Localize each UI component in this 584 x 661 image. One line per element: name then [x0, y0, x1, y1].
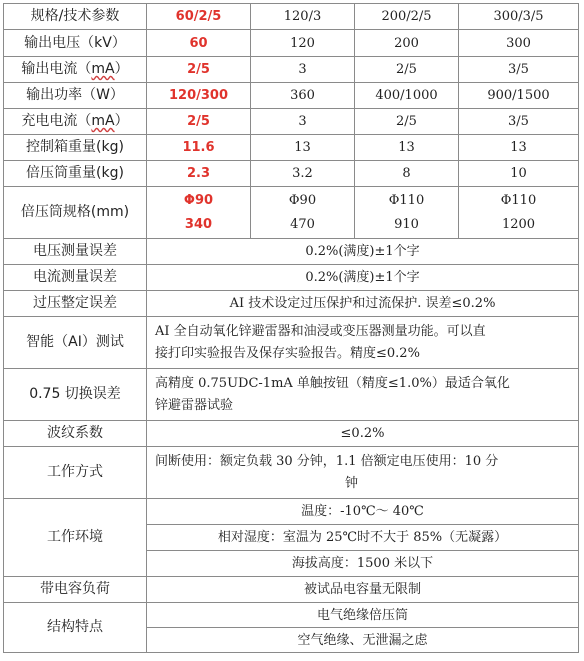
ai-test-label: 智能（AI）测试	[4, 317, 147, 369]
cell: 200	[355, 30, 459, 57]
current-error-label: 电流测量误差	[4, 265, 147, 291]
charging-current-label: 充电电流（mA）	[4, 109, 147, 135]
charging-current-row	[4, 109, 579, 135]
model-120-3: 120/3	[251, 4, 355, 30]
cell: 120	[251, 30, 355, 57]
work-mode-label: 工作方式	[4, 447, 147, 499]
header-row	[4, 4, 579, 30]
cell: 300	[459, 30, 579, 57]
cell: 400/1000	[355, 83, 459, 109]
cell: 2/5	[355, 109, 459, 135]
output-current-label: 输出电流（mA）	[4, 57, 147, 83]
multiplier-spec-row	[4, 187, 579, 239]
output-voltage-label: 输出电压（kV）	[4, 30, 147, 57]
cell: 13	[251, 135, 355, 161]
ripple-label: 波纹系数	[4, 421, 147, 447]
output-current-row	[4, 57, 579, 83]
cell: 60	[147, 30, 251, 57]
voltage-error-row	[4, 239, 579, 265]
ai-test-value: AI 全自动氧化锌避雷器和油浸或变压器测量功能。可以直 接打印实验报告及保存实验报告。精度≤0.2%	[147, 317, 579, 369]
work-mode-row	[4, 447, 579, 499]
capacitive-load-row	[4, 577, 579, 603]
cell: 120/300	[147, 83, 251, 109]
capacitive-load-label: 带电容负荷	[4, 577, 147, 603]
environment-label: 工作环境	[4, 499, 147, 577]
spec-table	[3, 3, 579, 653]
cell: 2/5	[147, 109, 251, 135]
cell: Φ90 340	[147, 187, 251, 239]
switch-error-row	[4, 369, 579, 421]
output-power-label: 输出功率（W）	[4, 83, 147, 109]
cell: 3/5	[459, 109, 579, 135]
structure-line-1: 电气绝缘倍压筒	[147, 603, 579, 628]
cell: Φ90 470	[251, 187, 355, 239]
output-voltage-row	[4, 30, 579, 57]
humidity-value: 相对湿度：室温为 25℃时不大于 85%（无凝露）	[147, 525, 579, 551]
overvoltage-row	[4, 291, 579, 317]
capacitive-load-value: 被试品电容量无限制	[147, 577, 579, 603]
cell: 3.2	[251, 161, 355, 187]
cell: 11.6	[147, 135, 251, 161]
control-box-weight-row	[4, 135, 579, 161]
cell: 2.3	[147, 161, 251, 187]
current-error-row	[4, 265, 579, 291]
cell: 3	[251, 57, 355, 83]
cell: 8	[355, 161, 459, 187]
overvoltage-value: AI 技术设定过压保护和过流保护. 误差≤0.2%	[147, 291, 579, 317]
output-power-row	[4, 83, 579, 109]
header-label: 规格/技术参数	[4, 4, 147, 30]
cell: 10	[459, 161, 579, 187]
structure-row-1	[4, 603, 579, 628]
cell: 3	[251, 109, 355, 135]
cell: 3/5	[459, 57, 579, 83]
cell: Φ110 910	[355, 187, 459, 239]
cell: 13	[355, 135, 459, 161]
multiplier-weight-label: 倍压筒重量(kg)	[4, 161, 147, 187]
cell: 2/5	[355, 57, 459, 83]
structure-label: 结构特点	[4, 603, 147, 653]
cell: 2/5	[147, 57, 251, 83]
model-300-3-5: 300/3/5	[459, 4, 579, 30]
switch-error-label: 0.75 切换误差	[4, 369, 147, 421]
model-60-2-5: 60/2/5	[147, 4, 251, 30]
work-mode-value: 间断使用：额定负载 30 分钟，1.1 倍额定电压使用：10 分 钟	[147, 447, 579, 499]
structure-line-2: 空气绝缘、无泄漏之虑	[147, 628, 579, 653]
cell: 13	[459, 135, 579, 161]
cell: 360	[251, 83, 355, 109]
model-200-2-5: 200/2/5	[355, 4, 459, 30]
cell: 900/1500	[459, 83, 579, 109]
ripple-row	[4, 421, 579, 447]
control-box-weight-label: 控制箱重量(kg)	[4, 135, 147, 161]
environment-row-temp	[4, 499, 579, 525]
ai-test-row	[4, 317, 579, 369]
cell: Φ110 1200	[459, 187, 579, 239]
voltage-error-label: 电压测量误差	[4, 239, 147, 265]
overvoltage-label: 过压整定误差	[4, 291, 147, 317]
voltage-error-value: 0.2%(满度)±1个字	[147, 239, 579, 265]
current-error-value: 0.2%(满度)±1个字	[147, 265, 579, 291]
multiplier-spec-label: 倍压筒规格(mm)	[4, 187, 147, 239]
temperature-value: 温度：-10℃～ 40℃	[147, 499, 579, 525]
altitude-value: 海拔高度：1500 米以下	[147, 551, 579, 577]
switch-error-value: 高精度 0.75UDC-1mA 单触按钮（精度≤1.0%）最适合氧化 锌避雷器试验	[147, 369, 579, 421]
multiplier-weight-row	[4, 161, 579, 187]
ripple-value: ≤0.2%	[147, 421, 579, 447]
